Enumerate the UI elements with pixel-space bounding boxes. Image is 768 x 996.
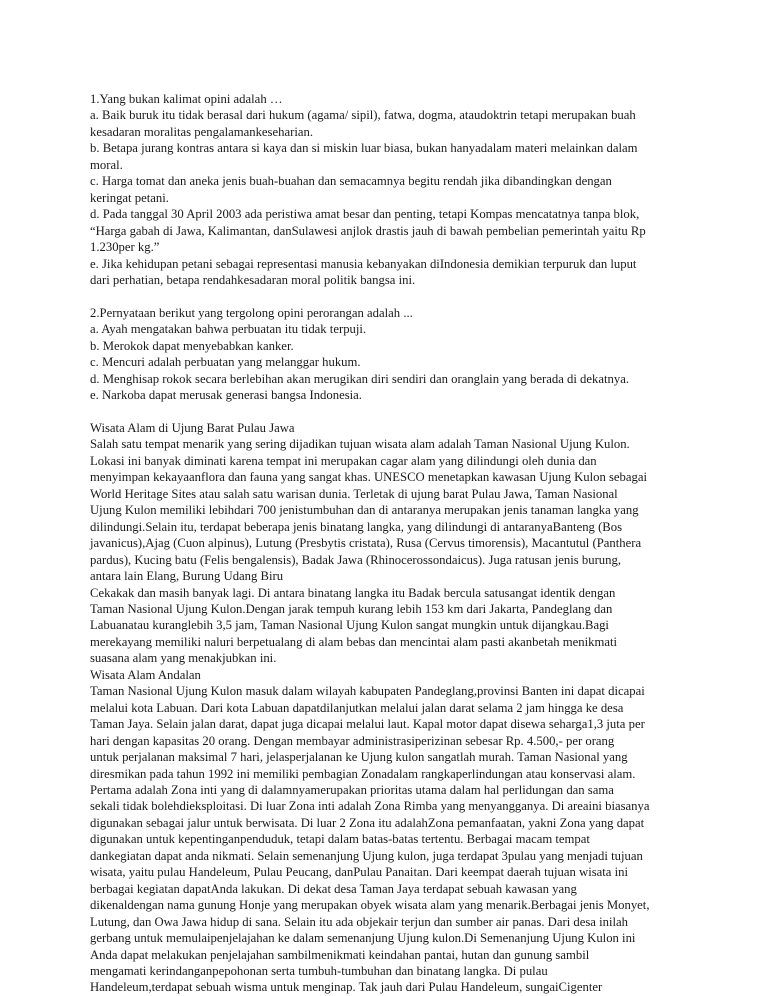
- text-line: gerbang untuk memulaipenjelajahan ke dalam semenanjung Ujung kulon.Di Semenanjung Ujung Kulon ini: [90, 931, 636, 946]
- text-line: javanicus),Ajag (Cuon alpinus), Lutung (Presbytis cristata), Rusa (Cervus timorensis), Macantutul (Panthera: [90, 536, 642, 551]
- text-line: pardus), Kucing batu (Felis bengalensis), Badak Jawa (Rhinocerossondaicus). Juga ratusan jenis burung,: [90, 552, 621, 567]
- text-line: digunakan untuk kepentinganpenduduk, tetapi dalam batas-batas tertentu. Berbagai macam tempat: [90, 832, 590, 847]
- text-line: Handeleum,terdapat sebuah wisma untuk menginap. Tak jauh dari Pulau Handeleum, sungaiCigenter: [90, 980, 603, 995]
- question-1-title: 1.Yang bukan kalimat opini adalah …: [90, 92, 283, 106]
- text-line: berbagai kegiatan dapatAnda lakukan. Di dekat desa Taman Jaya terdapat sebuah kawasan yang: [90, 881, 577, 896]
- text-line: “Harga gabah di Jawa, Kalimantan, danSulawesi anjlok drastis jauh di bawah pembelian pemerintah yaitu Rp: [90, 223, 646, 238]
- text-line: 1.230per kg.”: [90, 240, 160, 255]
- spacer: [90, 288, 676, 304]
- question-2: [90, 305, 676, 404]
- text-line: Taman Nasional Ujung Kulon masuk dalam wilayah kabupaten Pandeglang,provinsi Banten ini dapat dicapai: [90, 684, 645, 699]
- text-line: suasana alam yang menakjubkan ini.: [90, 651, 277, 666]
- text-line: Salah satu tempat menarik yang sering dijadikan tujuan wisata alam adalah Taman Nasional Ujung Kulon.: [90, 437, 630, 452]
- text-line: Labuanatau kuranglebih 3,5 jam, Taman Nasional Ujung Kulon sangat mungkin untuk dijangkau.Bagi: [90, 618, 609, 633]
- text-line: hari dengan kapasitas 20 orang. Dengan membayar administrasiperizinan sebesar Rp. 4.500,- per orang: [90, 733, 615, 748]
- text-line: dari perhatian, betapa rendahkesadaran moral politik bangsa ini.: [90, 272, 416, 287]
- question-2-title: 2.Pernyataan berikut yang tergolong opini perorangan adalah ...: [90, 305, 413, 320]
- text-line: Lutung, dan Owa Jawa hidup di sana. Selain itu ada objekair terjun dan sumber air panas. Dari desa inilah: [90, 914, 629, 929]
- text-line: Pertama adalah Zona inti yang di dalamnyamerupakan prioritas utama dalam hal perlidungan dan sama: [90, 783, 614, 797]
- text-line: c. Mencuri adalah perbuatan yang melanggar hukum.: [90, 355, 361, 370]
- text-line: digunakan sebagai jalur untuk berwisata. Di luar 2 Zona itu adalahZona pemanfaatan, yakni Zona yang dapat: [90, 815, 645, 830]
- article-body: [90, 420, 676, 996]
- text-line: melalui kota Labuan. Dari kota Labuan dapatdilanjutkan melalui jalan darat selama 2 jam hingga ke desa: [90, 700, 624, 715]
- text-line: b. Merokok dapat menyebabkan kanker.: [90, 338, 294, 353]
- text-line: menyimpan kekayaanflora dan fauna yang sangat khas. UNESCO menetapkan kawasan Ujung Kulon sebagai: [90, 470, 648, 485]
- text-line: a. Ayah mengatakan bahwa perbuatan itu tidak terpuji.: [90, 322, 367, 337]
- text-line: kesadaran moralitas pengalamankeseharian.: [90, 124, 313, 139]
- spacer: [90, 404, 676, 420]
- text-line: moral.: [90, 157, 123, 172]
- question-2-options: [90, 321, 676, 403]
- text-line: World Heritage Sites atau salah satu warisan dunia. Terletak di ujung barat Pulau Jawa, Taman Nasional: [90, 486, 618, 501]
- text-line: d. Menghisap rokok secara berlebihan akan merugikan diri sendiri dan oranglain yang berada di dekatnya.: [90, 371, 630, 386]
- text-line: sekali tidak bolehdieksploitasi. Di luar Zona inti adalah Zona Rimba yang menyangganya. Di areaini biasanya: [90, 799, 650, 814]
- text-line: c. Harga tomat dan aneka jenis buah-buahan dan semacamnya begitu rendah jika dibandingkan dengan: [90, 174, 612, 189]
- text-line: merekayang memiliki naluri berpetualang di alam bebas dan mencintai alam pasti akanbetah menikmati: [90, 634, 618, 649]
- text-line: Anda dapat melakukan penjelajahan sambilmenikmati keindahan pantai, hutan dan gunung sambil: [90, 947, 590, 962]
- text-line: Wisata Alam Andalan: [90, 667, 201, 682]
- text-line: e. Jika kehidupan petani sebagai representasi manusia kebanyakan diIndonesia demikian terpuruk dan luput: [90, 256, 637, 271]
- text-line: antara lain Elang, Burung Udang Biru: [90, 569, 284, 584]
- text-line: dilindungi.Selain itu, terdapat beberapa jenis binatang langka, yang dilindungi di antaranyaBanteng (Bos: [90, 519, 623, 534]
- text-line: Taman Nasional Ujung Kulon.Dengan jarak tempuh kurang lebih 153 km dari Jakarta, Pandeglang dan: [90, 602, 613, 617]
- text-line: Lokasi ini banyak diminati karena tempat ini merupakan cagar alam yang dilindungi oleh dunia dan: [90, 453, 597, 468]
- text-line: Cekakak dan masih banyak lagi. Di antara binatang langka itu Badak bercula satusangat identik dengan: [90, 585, 616, 600]
- text-line: a. Baik buruk itu tidak berasal dari hukum (agama/ sipil), fatwa, dogma, ataudoktrin tetapi merupakan buah: [90, 108, 636, 123]
- text-line: wisata, yaitu pulau Handeleum, Pulau Peucang, danPulau Panaitan. Dari keempat daerah tujuan wisata ini: [90, 865, 629, 880]
- question-1: [90, 91, 676, 288]
- question-1-options: [90, 107, 676, 288]
- text-line: b. Betapa jurang kontras antara si kaya dan si miskin luar biasa, bukan hanyadalam materi melainkan dalam: [90, 141, 638, 156]
- text-line: Ujung Kulon memiliki lebihdari 700 jenistumbuhan dan di antaranya merupakan jenis tanaman langka yang: [90, 503, 639, 518]
- text-line: keringat petani.: [90, 190, 169, 205]
- text-line: e. Narkoba dapat merusak generasi bangsa Indonesia.: [90, 388, 362, 403]
- text-line: diresmikan pada tahun 1992 ini memiliki pembagian Zonadalam rangkaperlindungan atau konservasi alam.: [90, 766, 636, 781]
- text-line: Wisata Alam di Ujung Barat Pulau Jawa: [90, 421, 295, 436]
- text-line: untuk perjalanan maksimal 7 hari, jelasperjalanan ke Ujung kulon sangatlah murah. Taman Nasional yang: [90, 750, 628, 765]
- text-line: Taman Jaya. Selain jalan darat, dapat juga dicapai melalui laut. Kapal motor dapat disewa seharga1,3 juta per: [90, 717, 645, 732]
- text-line: mengamati kerindanganpepohonan serta tumbuh-tumbuhan dan binatang langka. Di pulau: [90, 963, 548, 978]
- text-line: dikenaldengan nama gunung Honje yang merupakan obyek wisata alam yang menarik.Berbagai jenis Monyet,: [90, 898, 650, 913]
- text-line: d. Pada tanggal 30 April 2003 ada peristiwa amat besar dan penting, tetapi Kompas mencatatnya tanpa blok,: [90, 207, 640, 222]
- text-line: dankegiatan dapat anda nikmati. Selain semenanjung Ujung kulon, juga terdapat 3pulau yang menjadi tujuan: [90, 848, 643, 863]
- document-page: [90, 91, 676, 996]
